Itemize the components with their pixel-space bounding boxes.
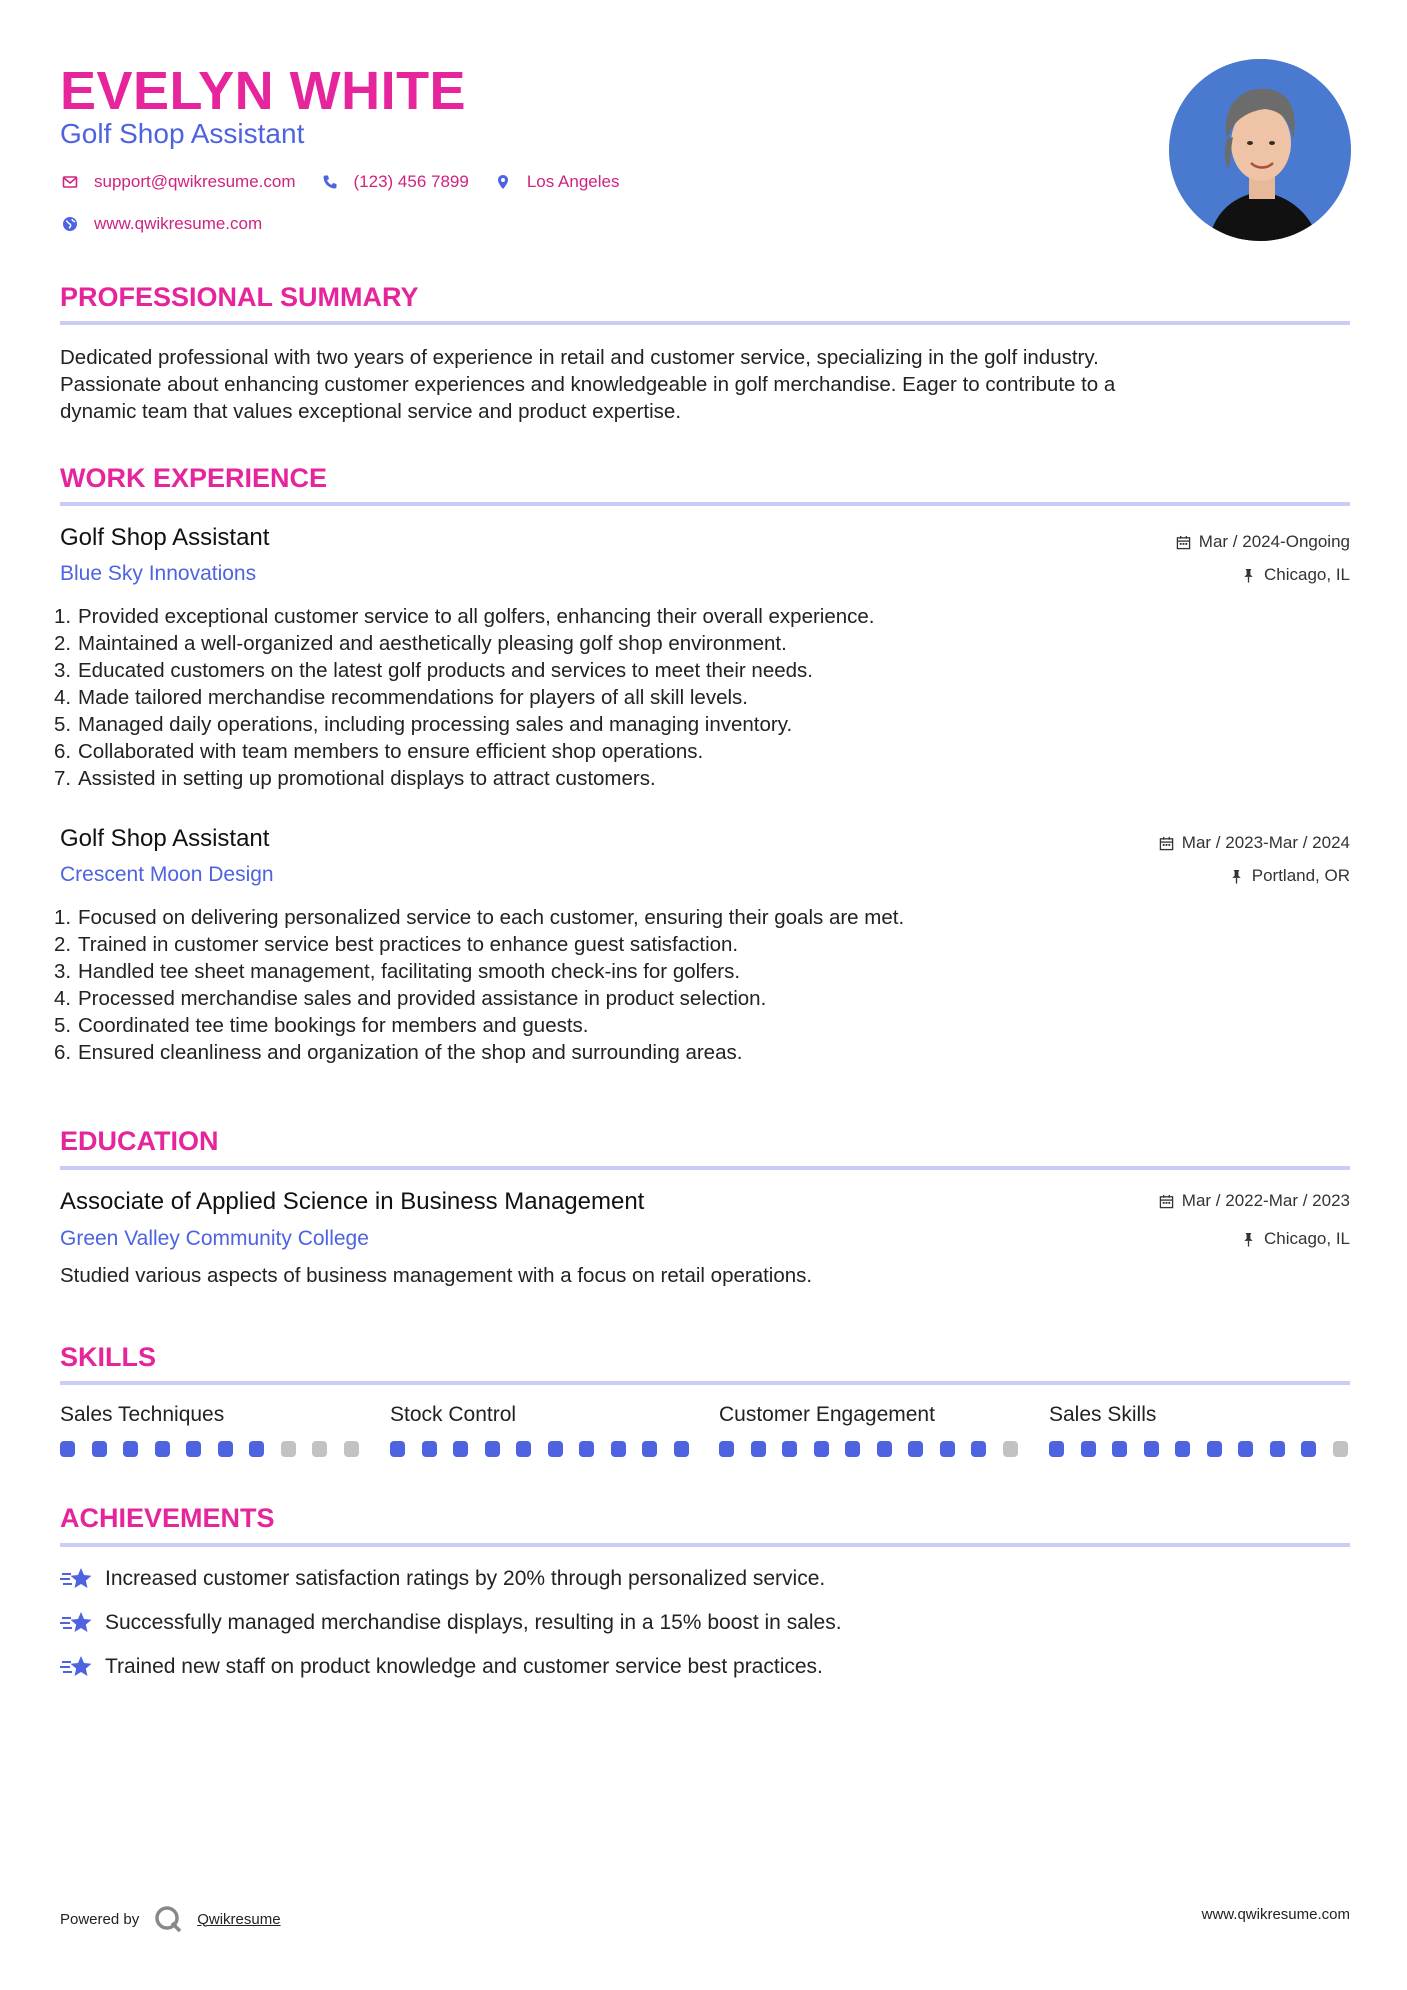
- rating-dot-filled: [218, 1441, 233, 1457]
- education-degree: Associate of Applied Science in Business Management: [60, 1188, 645, 1215]
- profile-photo: [1169, 59, 1351, 241]
- list-item: 6. Ensured cleanliness and organization of the shop and surrounding areas.: [54, 1041, 743, 1064]
- achievements-heading: ACHIEVEMENTS: [60, 1503, 275, 1533]
- achievement-1-text: Increased customer satisfaction ratings by 20% through personalized service.: [105, 1567, 826, 1590]
- skill-4-name: Sales Skills: [1049, 1403, 1157, 1426]
- calendar-icon: [1159, 1194, 1174, 1209]
- list-item: 5. Coordinated tee time bookings for members and guests.: [54, 1014, 589, 1037]
- summary-line-2: Passionate about enhancing customer experiences and knowledgeable in golf merchandise. Eager to contribute to a: [60, 373, 1116, 396]
- job-2-location-text: Portland, OR: [1251, 866, 1350, 885]
- website-text: www.qwikresume.com: [94, 214, 263, 233]
- rating-dot-filled: [782, 1441, 797, 1457]
- rating-dot-filled: [1301, 1441, 1316, 1457]
- list-item: 2. Maintained a well-organized and aesthetically pleasing golf shop environment.: [54, 632, 787, 655]
- job-2-company: Crescent Moon Design: [60, 863, 274, 886]
- rating-dot-empty: [1003, 1441, 1018, 1457]
- education-school: Green Valley Community College: [60, 1227, 369, 1250]
- list-item: 3. Educated customers on the latest golf products and services to meet their needs.: [54, 659, 813, 682]
- rating-dot-filled: [971, 1441, 986, 1457]
- rating-dot-filled: [642, 1441, 657, 1457]
- rating-dot-empty: [1333, 1441, 1348, 1457]
- contact-row-2: [60, 214, 286, 234]
- phone-text: (123) 456 7899: [353, 172, 469, 191]
- rating-dot-empty: [344, 1441, 359, 1457]
- education-heading: EDUCATION: [60, 1126, 219, 1156]
- rating-dot-filled: [453, 1441, 468, 1457]
- job-1-bullets: [54, 603, 875, 792]
- skill-2-name: Stock Control: [390, 1403, 517, 1426]
- summary-line-3: dynamic team that values exceptional service and product expertise.: [60, 400, 682, 423]
- list-item: 1. Focused on delivering personalized service to each customer, ensuring their goals are met.: [54, 906, 905, 929]
- map-pin-icon: [493, 172, 513, 192]
- skills-divider: [60, 1381, 1350, 1385]
- rating-dot-filled: [1081, 1441, 1096, 1457]
- list-item: 5. Managed daily operations, including processing sales and managing inventory.: [54, 713, 793, 736]
- job-2-dates: [1159, 833, 1350, 853]
- rating-dot-filled: [877, 1441, 892, 1457]
- shooting-star-icon: [60, 1565, 94, 1593]
- calendar-icon: [1159, 836, 1174, 851]
- job-1-location: [1241, 565, 1350, 585]
- achievement-3-text: Trained new staff on product knowledge and customer service best practices.: [105, 1655, 823, 1678]
- list-item: 7. Assisted in setting up promotional displays to attract customers.: [54, 767, 656, 790]
- achievement-2-text: Successfully managed merchandise displays, resulting in a 15% boost in sales.: [105, 1611, 842, 1634]
- rating-dot-filled: [516, 1441, 531, 1457]
- skill-4-rating: [1049, 1441, 1364, 1457]
- rating-dot-filled: [1207, 1441, 1222, 1457]
- rating-dot-filled: [751, 1441, 766, 1457]
- qwikresume-link[interactable]: Qwikresume: [197, 1910, 281, 1928]
- job-2-bullets: [54, 904, 904, 1066]
- rating-dot-filled: [1049, 1441, 1064, 1457]
- summary-divider: [60, 321, 1350, 325]
- list-item: 2. Trained in customer service best practices to enhance guest satisfaction.: [54, 933, 739, 956]
- rating-dot-empty: [312, 1441, 327, 1457]
- education-description: Studied various aspects of business management with a focus on retail operations.: [60, 1264, 813, 1287]
- education-divider: [60, 1166, 1350, 1170]
- qwikresume-logo-icon: [153, 1904, 183, 1934]
- summary-line-1: Dedicated professional with two years of experience in retail and customer service, specializing in the golf industry.: [60, 346, 1099, 369]
- candidate-title: Golf Shop Assistant: [60, 118, 305, 149]
- rating-dot-filled: [674, 1441, 689, 1457]
- rating-dot-filled: [908, 1441, 923, 1457]
- rating-dot-filled: [579, 1441, 594, 1457]
- location-text: Los Angeles: [526, 172, 620, 191]
- rating-dot-filled: [719, 1441, 734, 1457]
- pushpin-icon: [1229, 869, 1244, 884]
- rating-dot-filled: [814, 1441, 829, 1457]
- education-dates-text: Mar / 2022-Mar / 2023: [1181, 1191, 1350, 1210]
- skill-1-rating: [60, 1441, 375, 1457]
- job-1-dates-text: Mar / 2024-Ongoing: [1198, 532, 1350, 551]
- job-2-location: [1229, 866, 1350, 886]
- skill-2-rating: [390, 1441, 705, 1457]
- rating-dot-filled: [1175, 1441, 1190, 1457]
- education-dates: [1159, 1191, 1350, 1211]
- shooting-star-icon: [60, 1653, 94, 1681]
- globe-icon: [60, 214, 80, 234]
- skill-3-name: Customer Engagement: [719, 1403, 935, 1426]
- rating-dot-filled: [155, 1441, 170, 1457]
- list-item: 4. Made tailored merchandise recommendations for players of all skill levels.: [54, 686, 748, 709]
- rating-dot-filled: [1112, 1441, 1127, 1457]
- calendar-icon: [1176, 535, 1191, 550]
- envelope-icon: [60, 172, 80, 192]
- footer-powered-by: [60, 1904, 281, 1934]
- rating-dot-filled: [422, 1441, 437, 1457]
- achievement-1: [60, 1565, 825, 1593]
- email-text: support@qwikresume.com: [94, 172, 296, 191]
- phone-icon: [320, 172, 340, 192]
- job-1-company: Blue Sky Innovations: [60, 562, 257, 585]
- pushpin-icon: [1241, 1232, 1256, 1247]
- list-item: 3. Handled tee sheet management, facilitating smooth check-ins for golfers.: [54, 960, 741, 983]
- education-location: [1241, 1229, 1350, 1249]
- education-location-text: Chicago, IL: [1264, 1229, 1350, 1248]
- skills-heading: SKILLS: [60, 1342, 157, 1372]
- rating-dot-filled: [1270, 1441, 1285, 1457]
- job-1-dates: [1176, 532, 1350, 552]
- rating-dot-filled: [845, 1441, 860, 1457]
- rating-dot-filled: [60, 1441, 75, 1457]
- list-item: 4. Processed merchandise sales and provided assistance in product selection.: [54, 987, 767, 1010]
- rating-dot-filled: [123, 1441, 138, 1457]
- achievement-3: [60, 1653, 823, 1681]
- job-1-location-text: Chicago, IL: [1264, 565, 1350, 584]
- list-item: 6. Collaborated with team members to ensure efficient shop operations.: [54, 740, 704, 763]
- job-1-title: Golf Shop Assistant: [60, 524, 270, 551]
- contact-row-1: [60, 172, 643, 192]
- powered-by-label: Powered by: [60, 1910, 140, 1928]
- rating-dot-filled: [249, 1441, 264, 1457]
- pushpin-icon: [1241, 568, 1256, 583]
- summary-heading: PROFESSIONAL SUMMARY: [60, 282, 419, 312]
- rating-dot-filled: [940, 1441, 955, 1457]
- rating-dot-filled: [611, 1441, 626, 1457]
- candidate-name: EVELYN WHITE: [60, 61, 467, 121]
- skill-1-name: Sales Techniques: [60, 1403, 225, 1426]
- rating-dot-filled: [485, 1441, 500, 1457]
- list-item: 1. Provided exceptional customer service to all golfers, enhancing their overall experience.: [54, 605, 875, 628]
- rating-dot-filled: [186, 1441, 201, 1457]
- contact-phone[interactable]: [320, 172, 469, 192]
- contact-location: [493, 172, 620, 192]
- rating-dot-filled: [1238, 1441, 1253, 1457]
- experience-heading: WORK EXPERIENCE: [60, 463, 328, 493]
- rating-dot-empty: [281, 1441, 296, 1457]
- summary-text: [60, 344, 1350, 425]
- rating-dot-filled: [1144, 1441, 1159, 1457]
- portrait-icon: [1169, 59, 1351, 241]
- shooting-star-icon: [60, 1609, 94, 1637]
- skill-3-rating: [719, 1441, 1034, 1457]
- experience-divider: [60, 502, 1350, 506]
- rating-dot-filled: [92, 1441, 107, 1457]
- contact-website[interactable]: [60, 214, 262, 234]
- achievement-2: [60, 1609, 842, 1637]
- rating-dot-filled: [548, 1441, 563, 1457]
- contact-email[interactable]: [60, 172, 296, 192]
- resume-page: [54, 0, 1350, 1990]
- job-2-title: Golf Shop Assistant: [60, 825, 270, 852]
- rating-dot-filled: [390, 1441, 405, 1457]
- achievements-divider: [60, 1543, 1350, 1547]
- job-2-dates-text: Mar / 2023-Mar / 2024: [1181, 833, 1350, 852]
- footer-website[interactable]: www.qwikresume.com: [1201, 1906, 1350, 1923]
